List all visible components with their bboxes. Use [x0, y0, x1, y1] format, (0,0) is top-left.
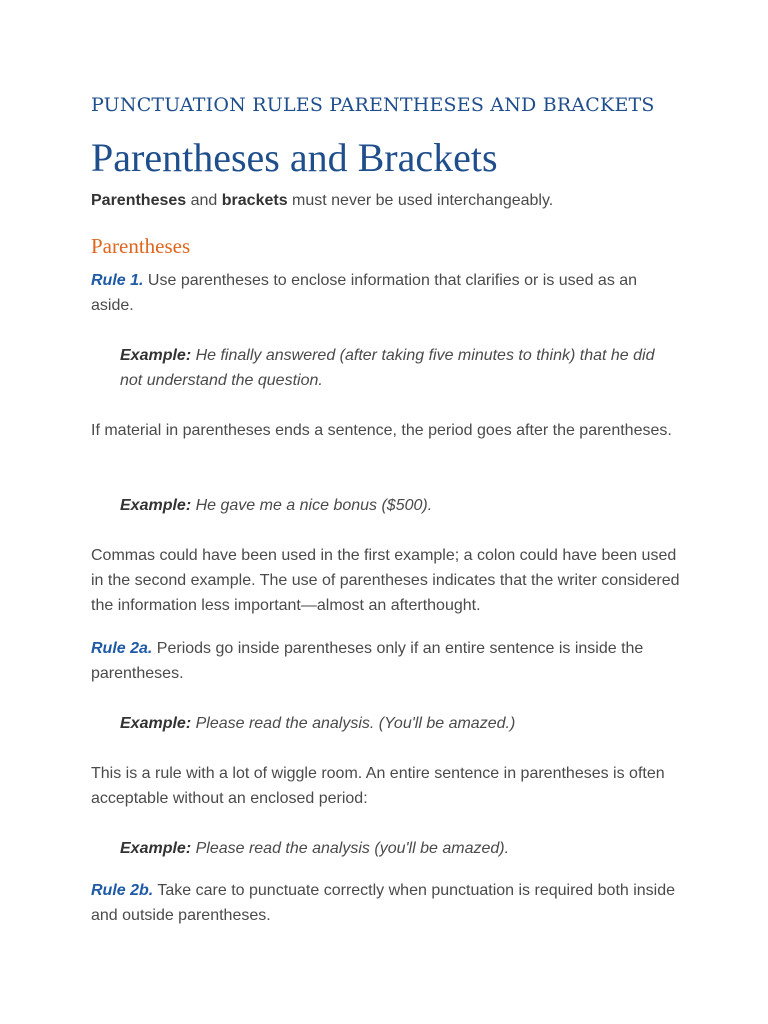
rule-2a-paragraph	[91, 636, 681, 686]
rule-2a-text: Periods go inside parentheses only if an entire sentence is inside the parentheses.	[91, 640, 644, 682]
intro-rest: must never be used interchangeably.	[287, 192, 554, 209]
example-2	[120, 493, 680, 518]
example-3-text: Please read the analysis. (You'll be amazed.)	[191, 715, 516, 732]
example-2-text: He gave me a nice bonus ($500).	[191, 497, 433, 514]
wiggle-room-text: This is a rule with a lot of wiggle room. An entire sentence in parentheses is often acceptable without an enclosed period:	[91, 765, 665, 807]
rule-2b-paragraph	[91, 878, 681, 928]
wiggle-room-paragraph	[91, 761, 681, 811]
rule-2b-text: Take care to punctuate correctly when punctuation is required both inside and outside parentheses.	[91, 882, 676, 924]
document-kicker: PUNCTUATION RULES PARENTHESES AND BRACKETS	[91, 94, 655, 116]
example-3-label: Example:	[120, 715, 192, 732]
intro-connector: and	[186, 192, 222, 209]
example-1-label: Example:	[120, 347, 192, 364]
period-rule-text: If material in parentheses ends a sentence, the period goes after the parentheses.	[91, 422, 672, 439]
section-heading-parentheses: Parentheses	[91, 234, 191, 258]
intro-term-brackets: brackets	[221, 192, 288, 209]
rule-1-label: Rule 1.	[91, 272, 144, 289]
intro-term-parentheses: Parentheses	[91, 192, 187, 209]
example-3	[120, 711, 680, 736]
rule-2b-label: Rule 2b.	[91, 882, 154, 899]
commas-text: Commas could have been used in the first example; a colon could have been used in the second example. The use of parentheses indicates that the writer considered the information less important—almost an afterthought.	[91, 547, 680, 614]
intro-paragraph	[91, 188, 691, 213]
rule-1-text: Use parentheses to enclose information that clarifies or is used as an aside.	[91, 272, 638, 314]
page-title: Parentheses and Brackets	[91, 135, 498, 180]
example-1	[120, 343, 680, 393]
rule-1-paragraph	[91, 268, 681, 318]
example-4-text: Please read the analysis (you'll be amazed).	[191, 840, 510, 857]
period-rule-paragraph	[91, 418, 681, 443]
example-1-text: He finally answered (after taking five minutes to think) that he did not understand the question.	[120, 347, 655, 389]
example-2-label: Example:	[120, 497, 192, 514]
example-4	[120, 836, 680, 861]
commas-paragraph	[91, 543, 681, 618]
rule-2a-label: Rule 2a.	[91, 640, 153, 657]
example-4-label: Example:	[120, 840, 192, 857]
